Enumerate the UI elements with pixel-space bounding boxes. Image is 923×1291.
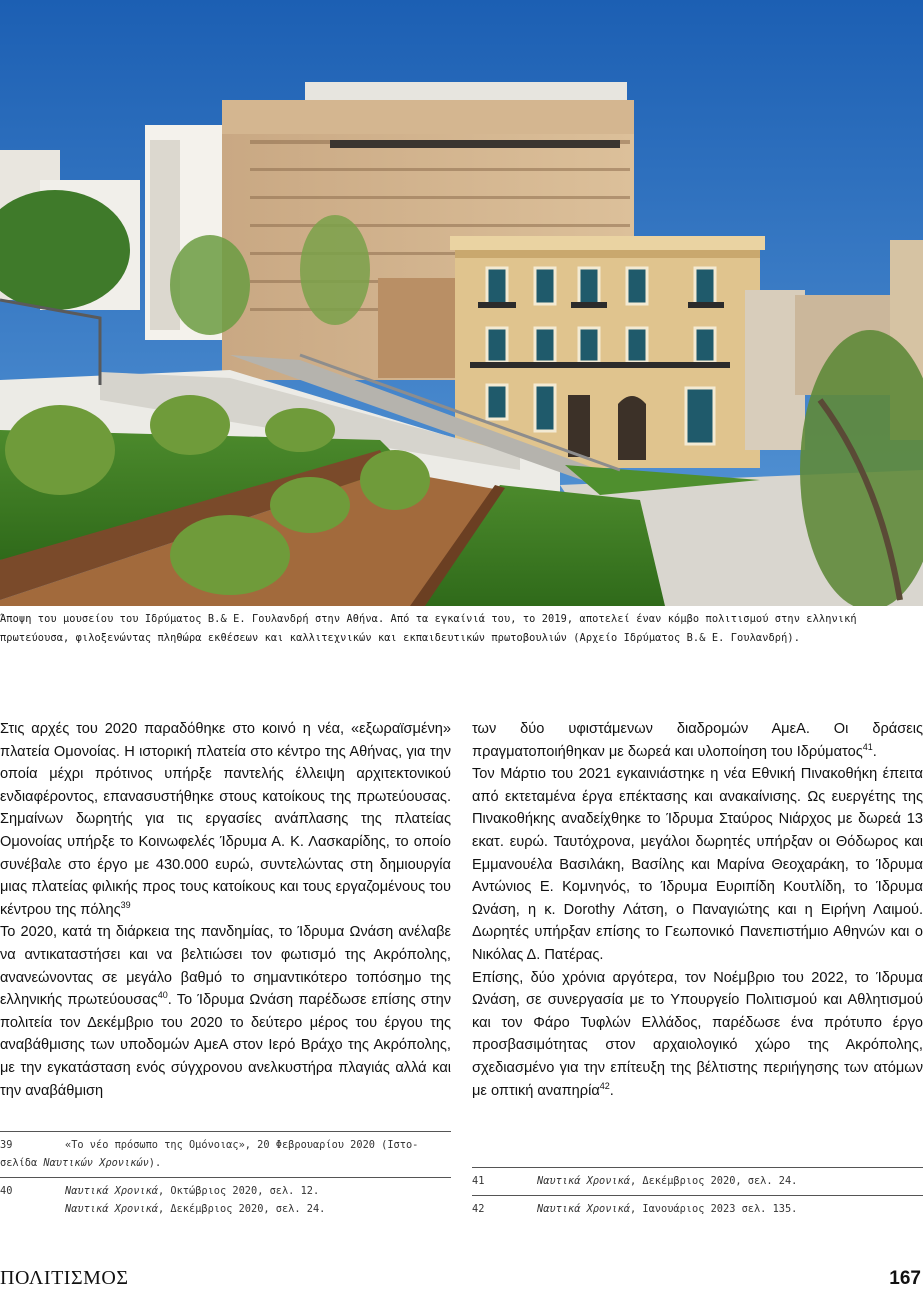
footnote-text: «Το νέο πρόσωπο της Ομόνοιας», 20 Φεβρουαρίου 2020 (Ιστο- bbox=[65, 1139, 419, 1151]
footnote-text: Ναυτικά Χρονικά, Ιανουάριος 2023 σελ. 135. bbox=[537, 1203, 798, 1215]
page-number: 167 bbox=[889, 1268, 921, 1289]
footnote-ref[interactable]: 39 bbox=[120, 899, 131, 910]
footnote-number: 42 bbox=[472, 1203, 485, 1215]
paragraph: των δύο υφιστάμενων διαδρομών ΑμεΑ. Οι δράσεις πραγματοποιήθηκαν με δωρεά και υλοποίηση του Ιδρύματος$^{41}$. bbox=[472, 721, 923, 760]
footnote-divider bbox=[0, 1177, 451, 1178]
footnote-text-line2: σελίδα Ναυτικών Χρονικών). bbox=[0, 1157, 162, 1169]
footnote-ref[interactable]: 42 bbox=[599, 1080, 610, 1091]
footnote-39 bbox=[0, 1137, 451, 1173]
footnote-ref[interactable]: 40 bbox=[157, 990, 168, 1001]
photo-caption: Άποψη του μουσείου του Ιδρύματος Β.& Ε. Γουλανδρή στην Αθήνα. Από τα εγκαίνιά του, το 2019, αποτελεί έναν κόμβο πολιτισμού στην ελληνική πρωτεύουσα, φιλοξενώντας πληθώρα εκθέσεων και καλλιτεχνικών και εκπαιδευτικών πρωτοβουλιών (Αρχείο Ιδρύματος Β.& Ε. Γουλανδρή). bbox=[0, 613, 857, 644]
footnote-ref[interactable]: 41 bbox=[862, 741, 873, 752]
paragraph: Τον Μάρτιο του 2021 εγκαινιάστηκε η νέα Εθνική Πινακοθήκη έπειτα από εκτεταμένα έργα επέκτασης και ανακαίνισης. Ως ευεργέτης της Πινακοθήκης αναδείχθηκε το Ίδρυμα Σταύρος Νιάρχος με δωρεά 13 εκατ. ευρώ. Ταυτόχρονα, μεγάλοι δωρητές υπήρξαν οι Θόδωρος και Εμμανουέλα Βασιλάκη, Βασίλης και Μαρίνα Θεοχαράκη, το Ίδρυμα Αντώνιος Ε. Κομνηνός, το Ίδρυμα Ευριπίδη Κουτλίδη, το Ίδρυμα Ωνάση, η κ. Dorothy Λάτση, ο Παναγιώτης και η Ειρήνη Λαιμού. Δωρητές υπήρξαν επίσης το Γεωπονικό Πανεπιστήμιο Αθηνών και ο Νικόλας Δ. Πατέρας. bbox=[472, 766, 923, 963]
footnote-text: Ναυτικά Χρονικά, Οκτώβριος 2020, σελ. 12. bbox=[65, 1185, 320, 1197]
footnote-divider bbox=[0, 1131, 451, 1132]
footnote-divider bbox=[472, 1195, 923, 1196]
running-footer-section: ΠΟΛΙΤΙΣΜΟΣ bbox=[0, 1267, 129, 1289]
footnote-number: 41 bbox=[472, 1175, 485, 1187]
paragraph: Στις αρχές του 2020 παραδόθηκε στο κοινό η νέα, «εξωραϊσμένη» πλατεία Ομονοίας. Η ιστορική πλατεία στο κέντρο της Αθήνας, για την οποία μέχρι πρότινος υπήρξε παντελής έλλειψη αρχιτεκτονικού ενδιαφέροντος, επανασυστήθηκε στους κατοίκους της πρωτεύουσας. Σημαίνων δωρητής για τις εργασίες ανάπλασης της πλατείας Ομονοίας υπήρξε το Κοινωφελές Ίδρυμα Α. Κ. Λασκαρίδης, το οποίο συνέβαλε στο έργο με 430.000 ευρώ, συντελώντας στη δημιουργία μιας πλατείας φιλικής προς τους κατοίκους και τους εργαζομένους του κέντρου της πόλης$^{39}$ bbox=[0, 721, 451, 918]
paragraph: Επίσης, δύο χρόνια αργότερα, τον Νοέμβριο του 2022, το Ίδρυμα Ωνάση, σε συνεργασία με το Υπουργείο Πολιτισμού και Αθλητισμού και τον Φάρο Τυφλών Ελλάδος, παρέδωσε ένα πρότυπο έργο προσβασιμότητας στον αρχαιολογικό χώρο της Ακρόπολης, σχεδιασμένο για την επίτευξη της βέλτιστης περιήγησης των ατόμων με οπτική αναπηρία$^{42}$. bbox=[472, 969, 923, 1099]
footnote-text: Ναυτικά Χρονικά, Δεκέμβριος 2020, σελ. 24. bbox=[65, 1203, 326, 1215]
footnote-divider bbox=[472, 1167, 923, 1168]
paragraph: Το 2020, κατά τη διάρκεια της πανδημίας, το Ίδρυμα Ωνάση ανέλαβε να αντικαταστήσει και να βελτιώσει τον φωτισμό της Ακρόπολης, ανανεώνοντας σε μεγάλο βαθμό το σημαντικότερο τοπόσημο της ελληνικής πρωτεύουσας$^{40}$. Το Ίδρυμα Ωνάση παρέδωσε επίσης στην πολιτεία τον Δεκέμβριο του 2020 το δεύτερο μέρος του έργου της αναβάθμισης των υποδομών ΑμεΑ στον Ιερό Βράχο της Ακρόπολης, με την εγκατάσταση ενός σύγχρονου ανελκυστήρα πλαγιάς αλλά και την αναβάθμιση bbox=[0, 924, 451, 1099]
footnote-number: 40 bbox=[0, 1185, 13, 1197]
footnote-text: Ναυτικά Χρονικά, Δεκέμβριος 2020, σελ. 24. bbox=[537, 1175, 798, 1187]
footnote-41 bbox=[472, 1173, 923, 1191]
footnote-number: 39 bbox=[0, 1139, 13, 1151]
footnote-42 bbox=[472, 1201, 923, 1219]
footnote-40 bbox=[0, 1183, 451, 1219]
